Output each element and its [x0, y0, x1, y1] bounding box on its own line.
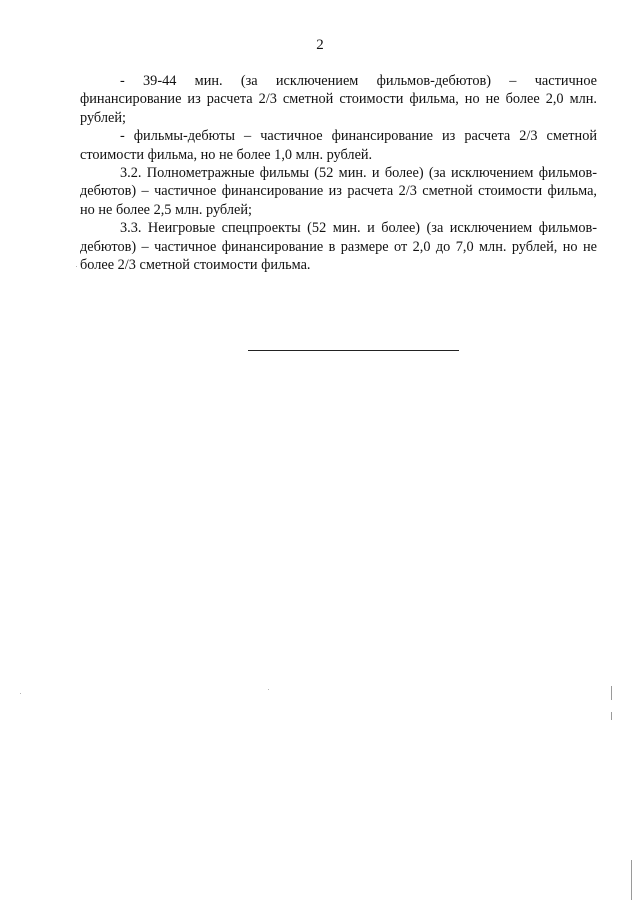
scan-speck — [76, 266, 77, 267]
document-body — [80, 72, 597, 274]
paragraph-3-3-nonfiction-projects: 3.3. Неигровые спецпроекты (52 мин. и более) (за исключением фильмов-дебютов) – частичное финансирование в размере от 2,0 до 7,0 млн. рублей, но не более 2/3 сметной стоимости фильма. — [80, 220, 597, 274]
paragraph-debut-films: - фильмы-дебюты – частичное финансирование из расчета 2/3 сметной стоимости фильма, но не более 1,0 млн. рублей. — [80, 128, 597, 163]
page-number: 2 — [316, 37, 324, 53]
scan-edge-mark — [611, 712, 612, 720]
scan-speck — [268, 689, 269, 690]
closing-divider-line — [248, 350, 459, 351]
scan-speck — [20, 693, 21, 694]
scan-edge-mark — [631, 860, 632, 900]
paragraph-3-2-feature-films: 3.2. Полнометражные фильмы (52 мин. и более) (за исключением фильмов-дебютов) – частичное финансирование из расчета 2/3 сметной стоимости фильма, но не более 2,5 млн. рублей; — [80, 165, 597, 218]
scan-edge-mark — [611, 686, 612, 700]
paragraph-39-44-min: - 39-44 мин. (за исключением фильмов-дебютов) – частичное финансирование из расчета 2/3 сметной стоимости фильма, но не более 2,0 млн. рублей; — [80, 73, 597, 126]
